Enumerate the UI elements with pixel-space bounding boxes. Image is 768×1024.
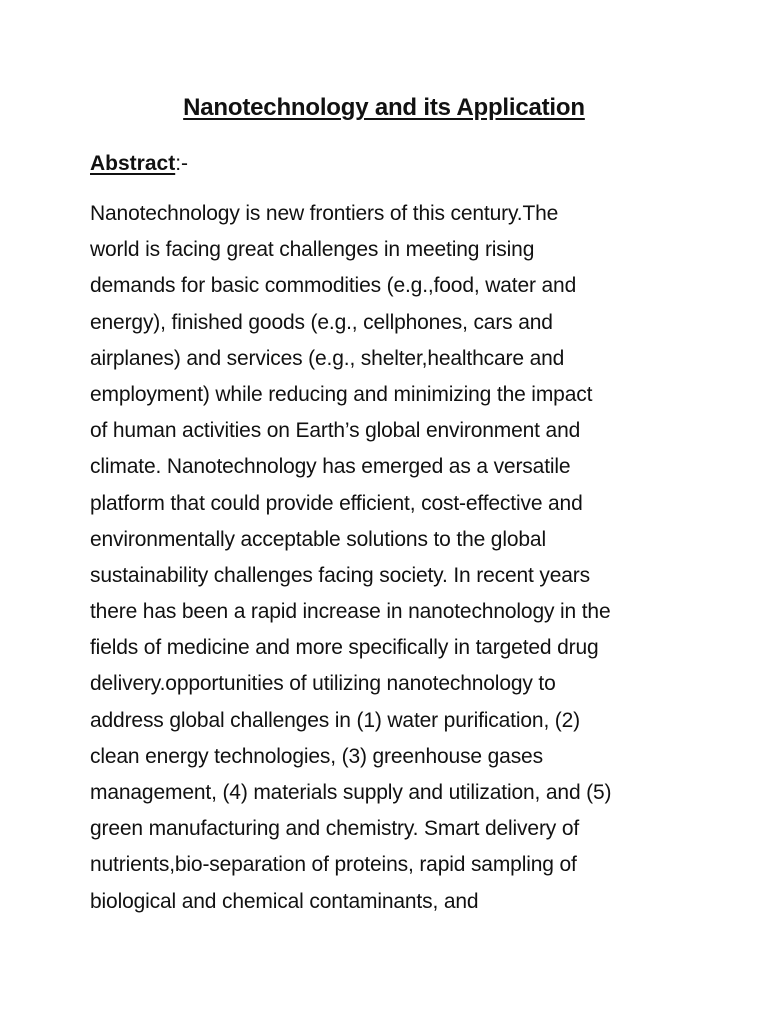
abstract-line: climate. Nanotechnology has emerged as a versatile (90, 455, 571, 479)
abstract-line: management, (4) materials supply and utilization, and (5) (90, 781, 612, 804)
abstract-line: fields of medicine and more specifically in targeted drug (90, 636, 599, 660)
abstract-line: environmentally acceptable solutions to the global (90, 527, 546, 551)
abstract-line: demands for basic commodities (e.g.,food, water and (90, 274, 577, 298)
abstract-heading-suffix: :- (175, 152, 189, 175)
abstract-line: platform that could provide efficient, cost-effective and (90, 491, 583, 515)
abstract-line: address global challenges in (1) water purification, (2) (90, 708, 581, 732)
abstract-body (90, 196, 611, 920)
abstract-line: employment) while reducing and minimizing the impact (90, 382, 593, 406)
abstract-line: delivery.opportunities of utilizing nanotechnology to (90, 672, 556, 696)
abstract-line: clean energy technologies, (3) greenhouse gases (90, 744, 543, 768)
abstract-line: nutrients,bio-separation of proteins, rapid sampling of (90, 853, 577, 877)
abstract-line: there has been a rapid increase in nanotechnology in the (90, 600, 611, 624)
abstract-line: world is facing great challenges in meeting rising (90, 238, 535, 262)
abstract-heading (90, 152, 188, 176)
abstract-line: airplanes) and services (e.g., shelter,healthcare and (90, 346, 565, 370)
abstract-heading-label: Abstract (90, 152, 176, 175)
abstract-line: sustainability challenges facing society. In recent years (90, 563, 590, 587)
abstract-line: Nanotechnology is new frontiers of this century.The (90, 202, 559, 225)
abstract-line: energy), finished goods (e.g., cellphones, cars and (90, 310, 553, 334)
document-title: Nanotechnology and its Application (183, 94, 585, 121)
abstract-line: of human activities on Earth’s global environment and (90, 419, 581, 443)
abstract-line: biological and chemical contaminants, and (90, 889, 479, 913)
abstract-line: green manufacturing and chemistry. Smart delivery of (90, 817, 580, 841)
